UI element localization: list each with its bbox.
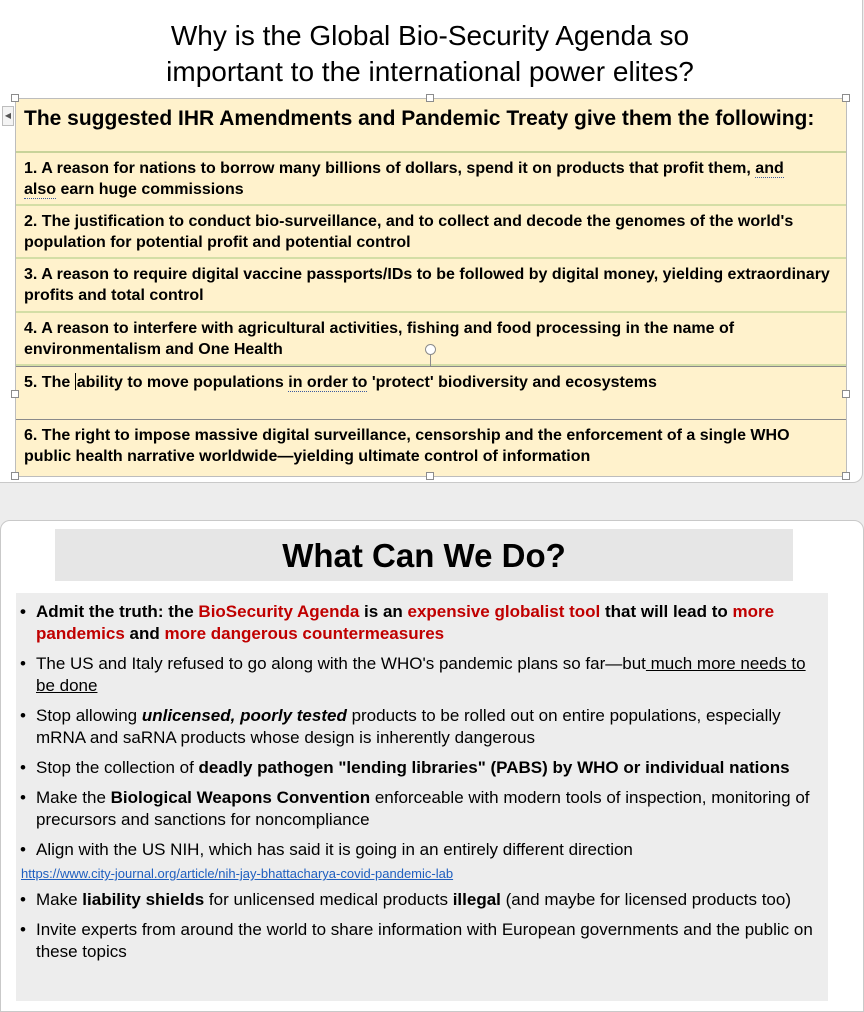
bullet-icon: • [20,788,26,807]
highlight-text: BioSecurity Agenda [198,602,360,621]
slide-2-title: What Can We Do? [282,537,566,574]
bullet-icon: • [20,706,26,725]
bullet-icon: • [20,654,26,673]
resize-handle[interactable] [426,472,434,480]
resize-handle[interactable] [842,472,850,480]
list-item [16,705,828,749]
slide-2[interactable] [0,520,864,1012]
resize-handle[interactable] [11,94,19,102]
bullet-icon: • [20,890,26,909]
table-row[interactable] [16,206,846,259]
resize-handle[interactable] [842,390,850,398]
spellcheck-word: also [24,181,57,198]
bullet-icon: • [20,920,26,939]
text: Make [36,890,83,909]
text: and [124,624,165,643]
emphasis-text: unlicensed, poorly tested [141,706,347,725]
list-item [16,653,828,697]
highlight-text: more dangerous countermeasures [164,624,445,643]
list-item [16,787,828,831]
action-list [16,601,828,971]
bold-text: illegal [452,890,501,909]
text: Invite experts from around the world to share information with European governments and the public on these topics [36,920,813,961]
text: Admit the truth: the [36,602,199,621]
slide-1-title[interactable] [60,18,800,90]
highlight-text: more pandemics [36,602,775,643]
text-cursor [75,373,76,390]
row-text: 5. The [24,374,75,391]
list-item [16,919,828,963]
text: enforceable with modern tools of inspection, monitoring of precursors and sanctions for noncompliance [36,788,810,829]
bold-text: deadly pathogen "lending libraries" (PABS) by WHO or individual nations [198,758,790,777]
list-item [16,601,828,645]
nih-article-link[interactable]: https://www.city-journal.org/article/nih-jay-bhattacharya-covid-pandemic-lab [21,866,454,881]
text: that will lead to [600,602,733,621]
row-text: earn huge commissions [56,181,244,198]
resize-handle[interactable] [426,94,434,102]
resize-handle[interactable] [11,390,19,398]
text: for unlicensed medical products [204,890,453,909]
text: Stop the collection of [36,758,199,777]
table-row[interactable] [16,420,846,476]
row-text: ability to move populations [76,374,289,391]
table-row[interactable] [16,313,846,366]
resize-handle[interactable] [11,472,19,480]
table-row[interactable] [16,259,846,313]
text: Align with the US NIH, which has said it is going in an entirely different direction [36,840,633,859]
text: (and maybe for licensed products too) [500,890,791,909]
slide-2-body[interactable] [16,593,828,1001]
bullet-icon: • [20,758,26,777]
title-line-1: Why is the Global Bio-Security Agenda so [170,20,690,51]
text: Stop allowing [36,706,142,725]
text: is an [359,602,408,621]
text: products to be rolled out on entire populations, especially mRNA and saRNA products whose design is inherently dangerous [36,706,781,747]
slide-2-title-box[interactable] [55,529,793,581]
rotate-handle-line [430,354,431,366]
row-text: 2. The justification to conduct bio-surveillance, and to collect and decode the genomes of the world's population for potential profit and potential control [24,213,794,251]
bold-text: liability shields [82,890,205,909]
row-text: 4. A reason to interfere with agricultural activities, fishing and food processing in the name of environmentalism and One Health [24,320,735,358]
resize-handle[interactable] [842,94,850,102]
table-header: The suggested IHR Amendments and Pandemic Treaty give them the following: [16,99,846,153]
slide-1[interactable] [0,0,863,483]
bullet-icon: • [20,602,26,621]
spellcheck-word: and [755,160,784,177]
table-row[interactable] [16,153,846,206]
list-item [16,889,828,911]
row-text: 6. The right to impose massive digital surveillance, censorship and the enforcement of a single WHO public health narrative worldwide—yielding ultimate control of information [24,427,790,465]
text: The US and Italy refused to go along with the WHO's pandemic plans so far—but [36,654,646,673]
collapse-arrow-icon[interactable]: ◀ [2,106,14,126]
row-text: 3. A reason to require digital vaccine passports/IDs to be followed by digital money, yielding extraordinary profits and total control [24,266,830,304]
bullet-icon: • [20,840,26,859]
highlight-text: expensive globalist tool [407,602,601,621]
title-line-2: important to the international power elites? [166,56,694,87]
spellcheck-word: in order to [288,374,368,391]
table-row-selected[interactable] [16,366,846,420]
list-item [16,757,828,779]
bold-text: Biological Weapons Convention [110,788,371,807]
underlined-text: much more needs to be done [36,654,806,695]
list-item [16,839,828,861]
row-text: 1. A reason for nations to borrow many billions of dollars, spend it on products that profit them, [24,160,756,177]
text: Make the [36,788,111,807]
elite-benefits-table[interactable] [15,98,847,477]
row-text: 'protect' biodiversity and ecosystems [367,374,657,391]
